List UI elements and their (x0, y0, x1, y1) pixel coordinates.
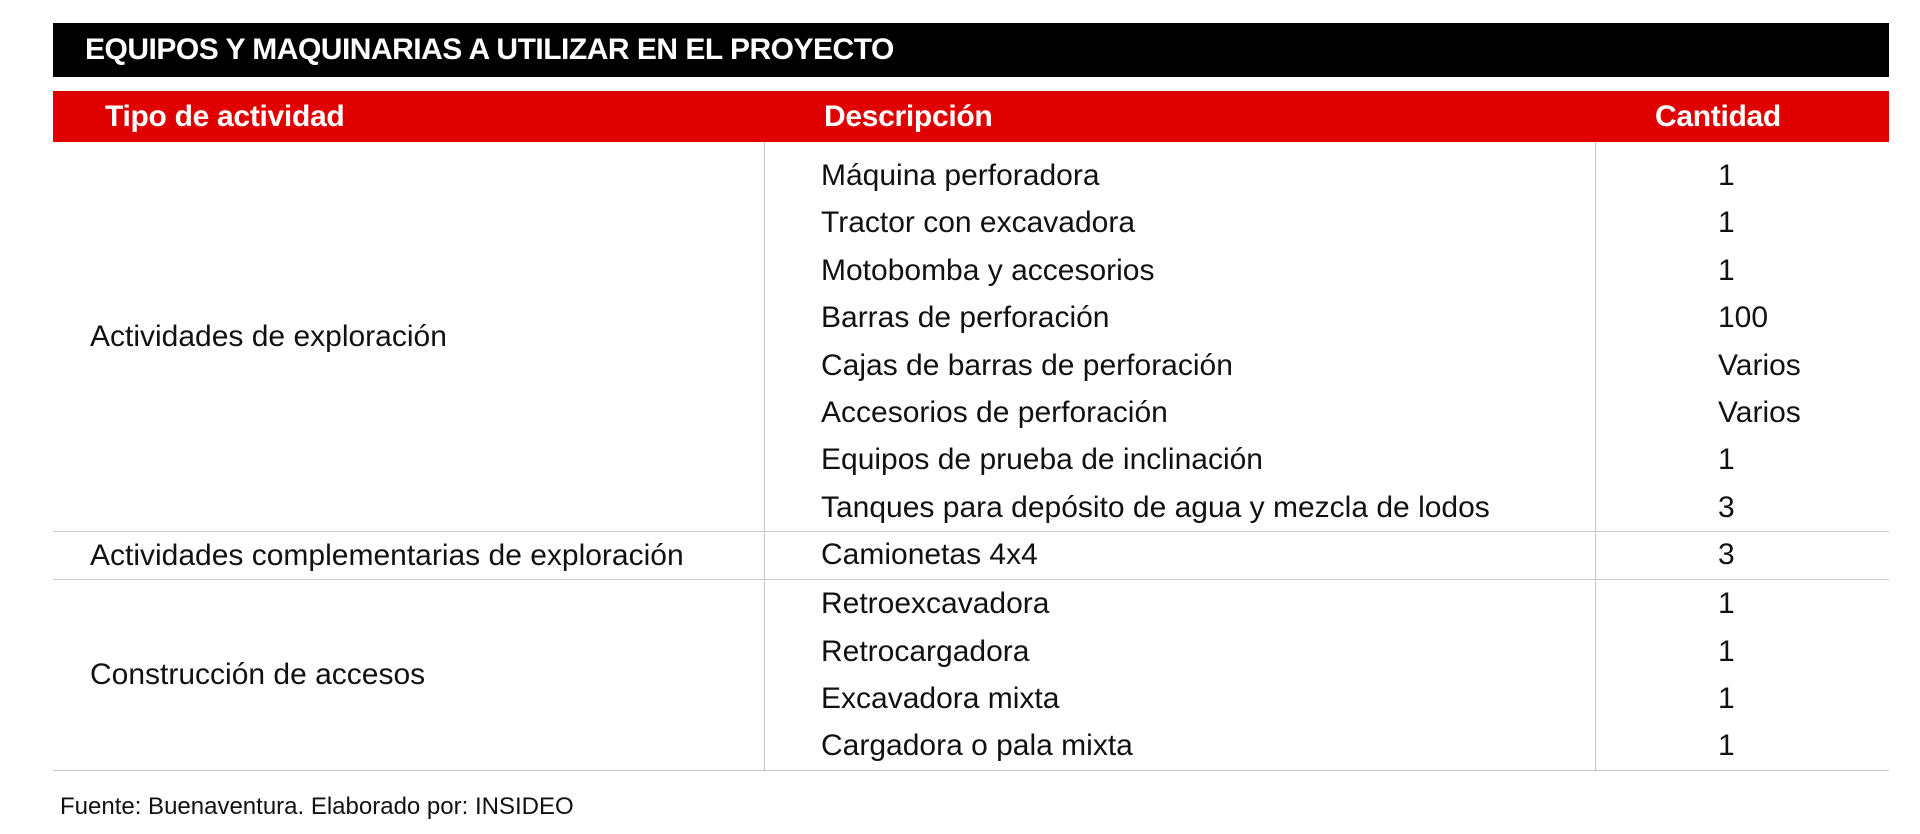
table-title: EQUIPOS Y MAQUINARIAS A UTILIZAR EN EL PROYECTO (53, 23, 1889, 77)
table-cell-descripcion: Cajas de barras de perforación (821, 348, 1233, 382)
table-container (53, 23, 1889, 820)
table-group-complementarias (53, 532, 1889, 580)
table-cell-descripcion: Tanques para depósito de agua y mezcla de lodos (821, 490, 1490, 524)
table-group-exploracion (53, 142, 1889, 532)
table-group-accesos (53, 580, 1889, 771)
header-cantidad: Cantidad (1655, 100, 1781, 133)
quantity-column (1596, 580, 1889, 770)
table-cell-descripcion: Camionetas 4x4 (821, 538, 1038, 572)
description-column (765, 580, 1596, 770)
table-cell-descripcion: Tractor con excavadora (821, 206, 1136, 240)
quantity-column (1596, 532, 1889, 579)
table-cell-cantidad: 1 (1718, 253, 1735, 287)
group-activity-type: Actividades complementarias de exploración (53, 532, 765, 579)
table-cell-descripcion: Equipos de prueba de inclinación (821, 443, 1263, 477)
header-tipo-de-actividad: Tipo de actividad (105, 100, 345, 133)
table-cell-descripcion: Máquina perforadora (821, 159, 1100, 192)
table-cell-cantidad: Varios (1718, 395, 1801, 429)
table-cell-descripcion: Accesorios de perforación (821, 395, 1168, 429)
table-cell-descripcion: Excavadora mixta (821, 681, 1060, 715)
table-cell-cantidad: 1 (1718, 729, 1735, 763)
table-body (53, 142, 1889, 771)
table-cell-cantidad: 1 (1718, 206, 1735, 240)
table-cell-descripcion: Retrocargadora (821, 634, 1030, 668)
quantity-column (1596, 142, 1889, 531)
table-cell-descripcion: Cargadora o pala mixta (821, 729, 1133, 763)
header-descripcion: Descripción (824, 100, 993, 133)
table-cell-cantidad: 1 (1718, 159, 1735, 192)
table-cell-cantidad: 1 (1718, 681, 1735, 715)
table-cell-cantidad: 100 (1718, 301, 1769, 335)
table-cell-cantidad: Varios (1718, 348, 1801, 382)
table-cell-descripcion: Barras de perforación (821, 301, 1110, 335)
table-cell-descripcion: Retroexcavadora (821, 587, 1050, 621)
description-column (765, 142, 1596, 531)
group-activity-type: Construcción de accesos (53, 580, 765, 770)
table-cell-descripcion: Motobomba y accesorios (821, 253, 1155, 287)
table-cell-cantidad: 1 (1718, 443, 1735, 477)
table-cell-cantidad: 3 (1718, 538, 1735, 572)
group-activity-type: Actividades de exploración (53, 142, 765, 531)
table-cell-cantidad: 1 (1718, 587, 1735, 621)
source-footnote: Fuente: Buenaventura. Elaborado por: INSIDEO (60, 793, 574, 820)
table-cell-cantidad: 3 (1718, 490, 1735, 524)
description-column (765, 532, 1596, 579)
table-header-row (53, 91, 1889, 142)
table-cell-cantidad: 1 (1718, 634, 1735, 668)
